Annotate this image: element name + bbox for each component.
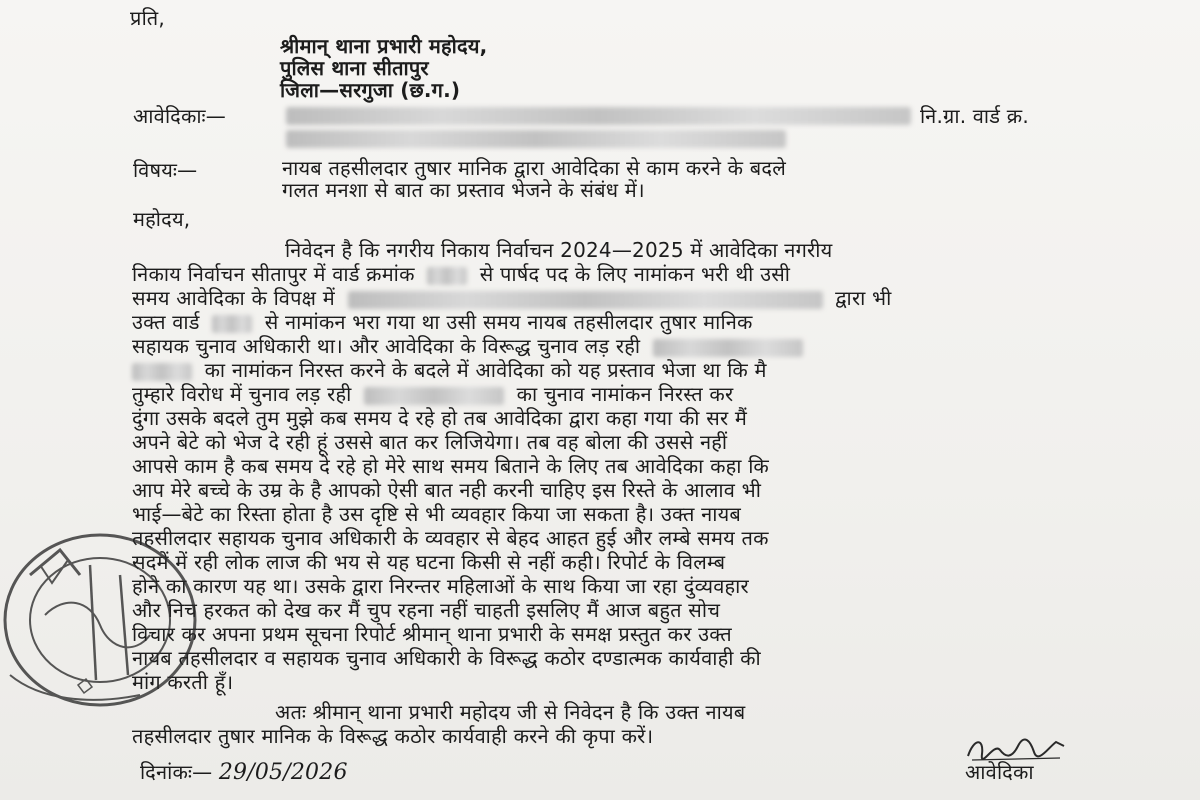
body-text: से नामांकन भरा गया था उसी समय नायब तहसीलदार तुषार मानिक — [264, 310, 753, 334]
subject-line1: नायब तहसीलदार तुषार मानिक द्वारा आवेदिका से काम करने के बदले — [282, 156, 786, 180]
body-line: और निच हरकत को देख कर मैं चुप रहना नहीं चाहती इसलिए मैं आज बहुत सोच — [132, 598, 721, 622]
addressee-line3: जिला—सरगुजा (छ.ग.) — [280, 78, 461, 102]
body-text: सहायक चुनाव अधिकारी था। और आवेदिका के विरूद्ध चुनाव लड़ रही — [132, 334, 641, 358]
subject-label: विषयः— — [133, 158, 198, 182]
applicant-redacted-line1 — [280, 102, 917, 126]
body-text: का चुनाव नामांकन निरस्त कर — [516, 382, 734, 406]
body-line — [132, 286, 892, 310]
body-line — [132, 334, 809, 358]
applicant-redacted-line2 — [280, 125, 792, 149]
body-text: समय आवेदिका के विपक्ष में — [132, 286, 335, 310]
closing-line1: अतः श्रीमान् थाना प्रभारी महोदय जी से निवेदन है कि उक्त नायब — [275, 700, 746, 724]
body-line — [132, 262, 790, 286]
redacted-block — [212, 315, 252, 333]
closing-line2: तहसीलदार तुषार मानिक के विरूद्ध कठोर कार्यवाही करने की कृपा करें। — [132, 724, 654, 748]
body-line: मांग करती हूँ। — [132, 670, 234, 694]
addressee-line1: श्रीमान् थाना प्रभारी महोदय, — [280, 34, 488, 58]
body-text: का नामांकन निरस्त करने के बदले में आवेदिका को यह प्रस्ताव भेजा था कि मै — [204, 358, 767, 382]
body-line: अपने बेटे को भेज दे रही हूं उससे बात कर लिजियेगा। तब वह बोला की उससे नहीं — [132, 430, 728, 454]
date-line — [140, 760, 348, 785]
body-line: आपसे काम है कब समय दे रहे हो मेरे साथ समय बिताने के लिए तब आवेदिका कहा कि — [132, 454, 769, 478]
date-value: 29/05/2026 — [218, 760, 348, 785]
seal-stamp-icon — [0, 505, 210, 735]
redacted-block — [286, 107, 911, 125]
date-label: दिनांकः— — [140, 760, 213, 784]
body-line: सदमें में रही लोक लाज की भय से यह घटना किसी से नहीं कही। रिपोर्ट के विलम्ब — [132, 550, 726, 574]
body-text: तुम्हारे विरोध में चुनाव लड़ रही — [132, 382, 352, 406]
body-line: दुंगा उसके बदले तुम मुझे कब समय दे रहे हो तब आवेदिका द्वारा कहा गया की सर मैं — [132, 406, 748, 430]
redacted-block — [364, 387, 504, 405]
signature-label: आवेदिका — [965, 760, 1034, 784]
body-line — [132, 382, 733, 406]
body-line: तहसीलदार सहायक चुनाव अधिकारी के व्यवहार से बेहद आहत हुई और लम्बे समय तक — [132, 526, 769, 550]
body-line — [132, 358, 767, 382]
body-text: उक्त वार्ड — [132, 310, 200, 334]
to-label: प्रति, — [130, 6, 165, 30]
body-line: भाई—बेटे का रिस्ता होता है उस दृष्टि से भी व्यवहार किया जा सकता है। उक्त नायब — [132, 502, 742, 526]
redacted-block — [348, 291, 823, 309]
body-line: निवेदन है कि नगरीय निकाय निर्वाचन 2024—2025 में आवेदिका नगरीय — [285, 238, 833, 262]
redacted-block — [132, 363, 192, 381]
subject-line2: गलत मनशा से बात का प्रस्ताव भेजने के संबंध में। — [282, 178, 645, 202]
applicant-label: आवेदिकाः— — [133, 104, 226, 128]
applicant-suffix: नि.ग्रा. वार्ड क्र. — [920, 104, 1029, 128]
salutation: महोदय, — [133, 207, 191, 231]
body-line — [132, 310, 753, 334]
body-text: द्वारा भी — [835, 286, 892, 310]
redacted-block — [653, 339, 803, 357]
body-line: आप मेरे बच्चे के उम्र के है आपको ऐसी बात नही करनी चाहिए इस रिस्ते के आलाव भी — [132, 478, 762, 502]
addressee-line2: पुलिस थाना सीतापुर — [280, 56, 429, 80]
redacted-block — [286, 130, 786, 148]
redacted-block — [427, 267, 467, 285]
body-line: विचार कर अपना प्रथम सूचना रिपोर्ट श्रीमान् थाना प्रभारी के समक्ष प्रस्तुत कर उक्त — [132, 622, 732, 646]
body-line: होने का कारण यह था। उसके द्वारा निरन्तर महिलाओं के साथ किया जा रहा दुंव्यवहार — [132, 574, 749, 598]
body-line: नायब तहसीलदार व सहायक चुनाव अधिकारी के विरूद्ध कठोर दण्डात्मक कार्यवाही की — [132, 646, 761, 670]
body-text: से पार्षद पद के लिए नामांकन भरी थी उसी — [479, 262, 791, 286]
body-text: निकाय निर्वाचन सीतापुर में वार्ड क्रमांक — [132, 262, 415, 286]
